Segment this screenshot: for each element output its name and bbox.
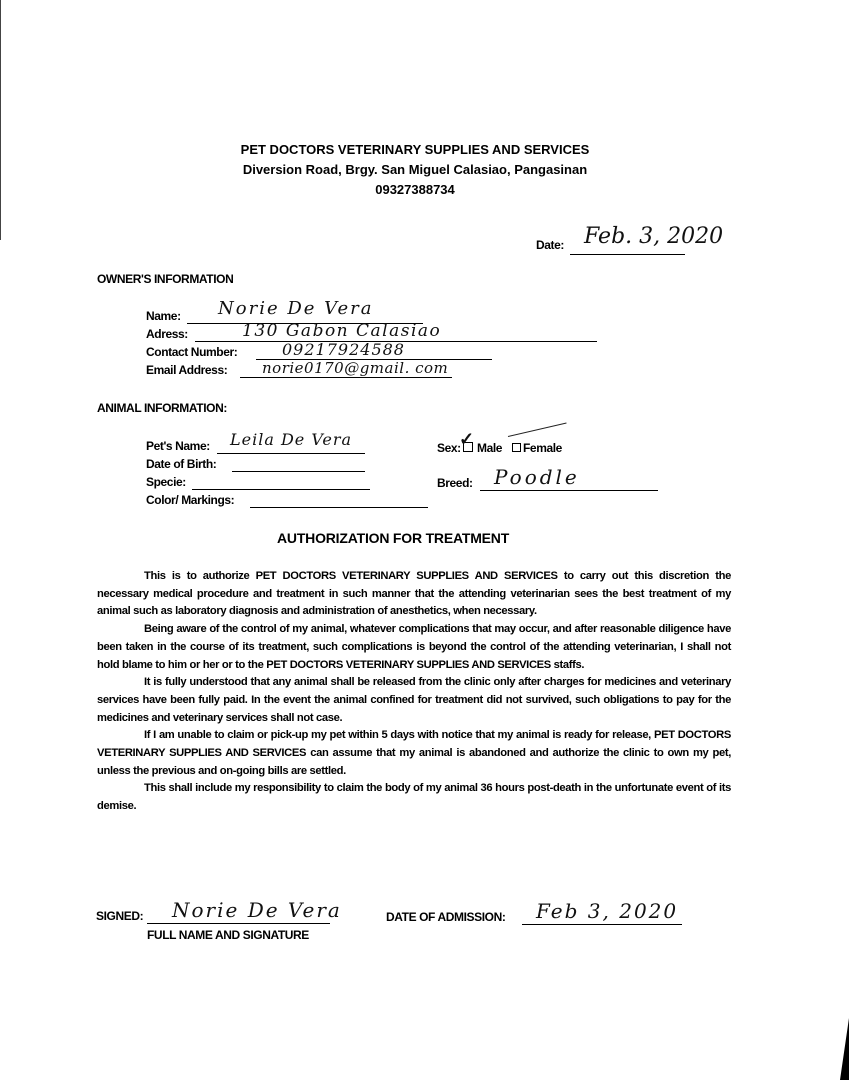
owner-address-label: Adress: (146, 327, 188, 341)
pet-name-line (217, 453, 365, 454)
signed-label: SIGNED: (96, 909, 144, 923)
female-strike-mark (508, 423, 567, 437)
date-of-birth-line (232, 471, 365, 472)
owner-name-value: Norie De Vera (218, 298, 374, 319)
sex-male-label: Male (477, 441, 503, 455)
date-of-admission-value: Feb 3, 2020 (536, 899, 679, 923)
scan-corner-mark (840, 1018, 849, 1080)
authorization-paragraph-2: Being aware of the control of my animal, whatever complications that may occur, and after reasonable diligence have been taken in the course of its treatment, such complications is beyond the control of the attending veterinarian, I shall not hold blame to him or her or to the PET DOCTORS VETERINARY SUPPLIES AND SERVICES staffs. (97, 623, 731, 671)
authorization-paragraph-3: It is fully understood that any animal shall be released from the clinic only after charges for medicines and veterinary services have been fully paid. In the event the animal confined for treatment did not survived, such obligations to pay for the medicines and veterinary services shall not case. (97, 676, 731, 724)
owner-name-label: Name: (146, 309, 181, 323)
business-address: Diversion Road, Brgy. San Miguel Calasiao, Pangasinan (242, 162, 588, 177)
sex-female-label: Female (523, 441, 562, 455)
date-label: Date: (536, 238, 565, 252)
specie-label: Specie: (146, 475, 186, 489)
authorization-paragraph-5: This shall include my responsibility to claim the body of my animal 36 hours post-death in the unfortunate event of its demise. (97, 782, 731, 813)
authorization-title: AUTHORIZATION FOR TREATMENT (277, 530, 510, 546)
breed-line (480, 490, 658, 491)
breed-value: Poodle (494, 465, 580, 489)
signed-value: Norie De Vera (172, 898, 342, 922)
specie-line (192, 489, 370, 490)
authorization-body (97, 568, 731, 816)
signature-caption: FULL NAME AND SIGNATURE (147, 928, 309, 942)
sex-female-checkbox[interactable] (512, 443, 521, 452)
authorization-paragraph-1: This is to authorize PET DOCTORS VETERINARY SUPPLIES AND SERVICES to carry out this discretion the necessary medical procedure and treatment in such manner that the attending veterinarian sees the best treatment of my animal such as laboratory diagnosis and administration of anesthetics, when necessary. (97, 570, 731, 618)
email-address-line (240, 377, 452, 378)
scan-edge-line (0, 0, 1, 240)
date-of-birth-label: Date of Birth: (146, 457, 217, 471)
checkmark-icon: ✓ (459, 429, 475, 449)
breed-label: Breed: (437, 476, 473, 490)
animal-section-title: ANIMAL INFORMATION: (97, 401, 227, 415)
date-of-admission-label: DATE OF ADMISSION: (386, 910, 506, 924)
contact-number-value: 09217924588 (282, 340, 405, 359)
color-markings-line (250, 507, 428, 508)
business-phone: 09327388734 (375, 182, 455, 197)
pet-name-value: Leila De Vera (230, 430, 353, 449)
date-value: Feb. 3, 2020 (584, 224, 724, 249)
email-address-value: norie0170@gmail. com (262, 359, 449, 377)
email-address-label: Email Address: (146, 363, 228, 377)
sex-label: Sex: (437, 441, 461, 455)
contact-number-label: Contact Number: (146, 345, 238, 359)
authorization-paragraph-4: If I am unable to claim or pick-up my pet within 5 days with notice that my animal is ready for release, PET DOCTORS VETERINARY SUPPLIES AND SERVICES can assume that my animal is abandoned and authorize the clinic to own my pet, unless the previous and on-going bills are settled. (97, 729, 731, 777)
business-name: PET DOCTORS VETERINARY SUPPLIES AND SERVICES (240, 142, 590, 157)
signature-line (147, 923, 330, 924)
owner-section-title: OWNER'S INFORMATION (97, 272, 234, 286)
color-markings-label: Color/ Markings: (146, 493, 235, 507)
owner-address-value: 130 Gabon Calasiao (242, 321, 442, 341)
pet-name-label: Pet's Name: (146, 439, 210, 453)
date-of-admission-line (522, 924, 682, 925)
date-line (570, 254, 685, 255)
